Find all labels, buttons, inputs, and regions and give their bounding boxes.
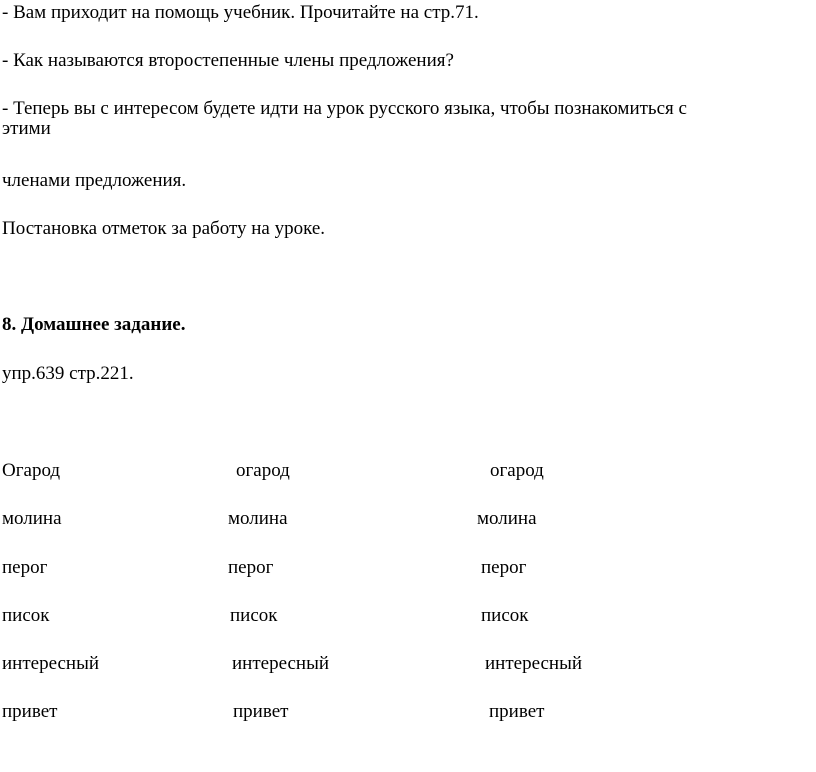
text-line-2: - Как называются второстепенные члены предложения? xyxy=(2,50,454,71)
text-line-5: членами предложения. xyxy=(2,170,187,191)
word-cell: молина xyxy=(2,508,62,529)
text-line-6: Постановка отметок за работу на уроке. xyxy=(2,218,326,239)
text-line-4: этими xyxy=(2,118,51,139)
word-cell: интересный xyxy=(485,653,583,674)
word-cell: огарод xyxy=(490,460,544,481)
text-line-1: - Вам приходит на помощь учебник. Прочитайте на стр.71. xyxy=(2,2,479,23)
word-cell: молина xyxy=(477,508,537,529)
word-cell: интересный xyxy=(232,653,330,674)
homework-heading: 8. Домашнее задание. xyxy=(2,314,186,335)
text-line-3: - Теперь вы с интересом будете идти на урок русского языка, чтобы познакомиться с xyxy=(2,98,687,119)
word-cell: писок xyxy=(230,605,278,626)
word-cell: привет xyxy=(2,701,58,722)
word-cell: молина xyxy=(228,508,288,529)
word-cell: перог xyxy=(481,557,527,578)
word-cell: перог xyxy=(228,557,274,578)
word-cell: писок xyxy=(481,605,529,626)
word-cell: Огарод xyxy=(2,460,61,481)
word-cell: перог xyxy=(2,557,48,578)
word-cell: привет xyxy=(489,701,545,722)
word-cell: привет xyxy=(233,701,289,722)
homework-text: упр.639 стр.221. xyxy=(2,363,134,384)
word-cell: писок xyxy=(2,605,50,626)
word-cell: интересный xyxy=(2,653,100,674)
word-cell: огарод xyxy=(236,460,290,481)
